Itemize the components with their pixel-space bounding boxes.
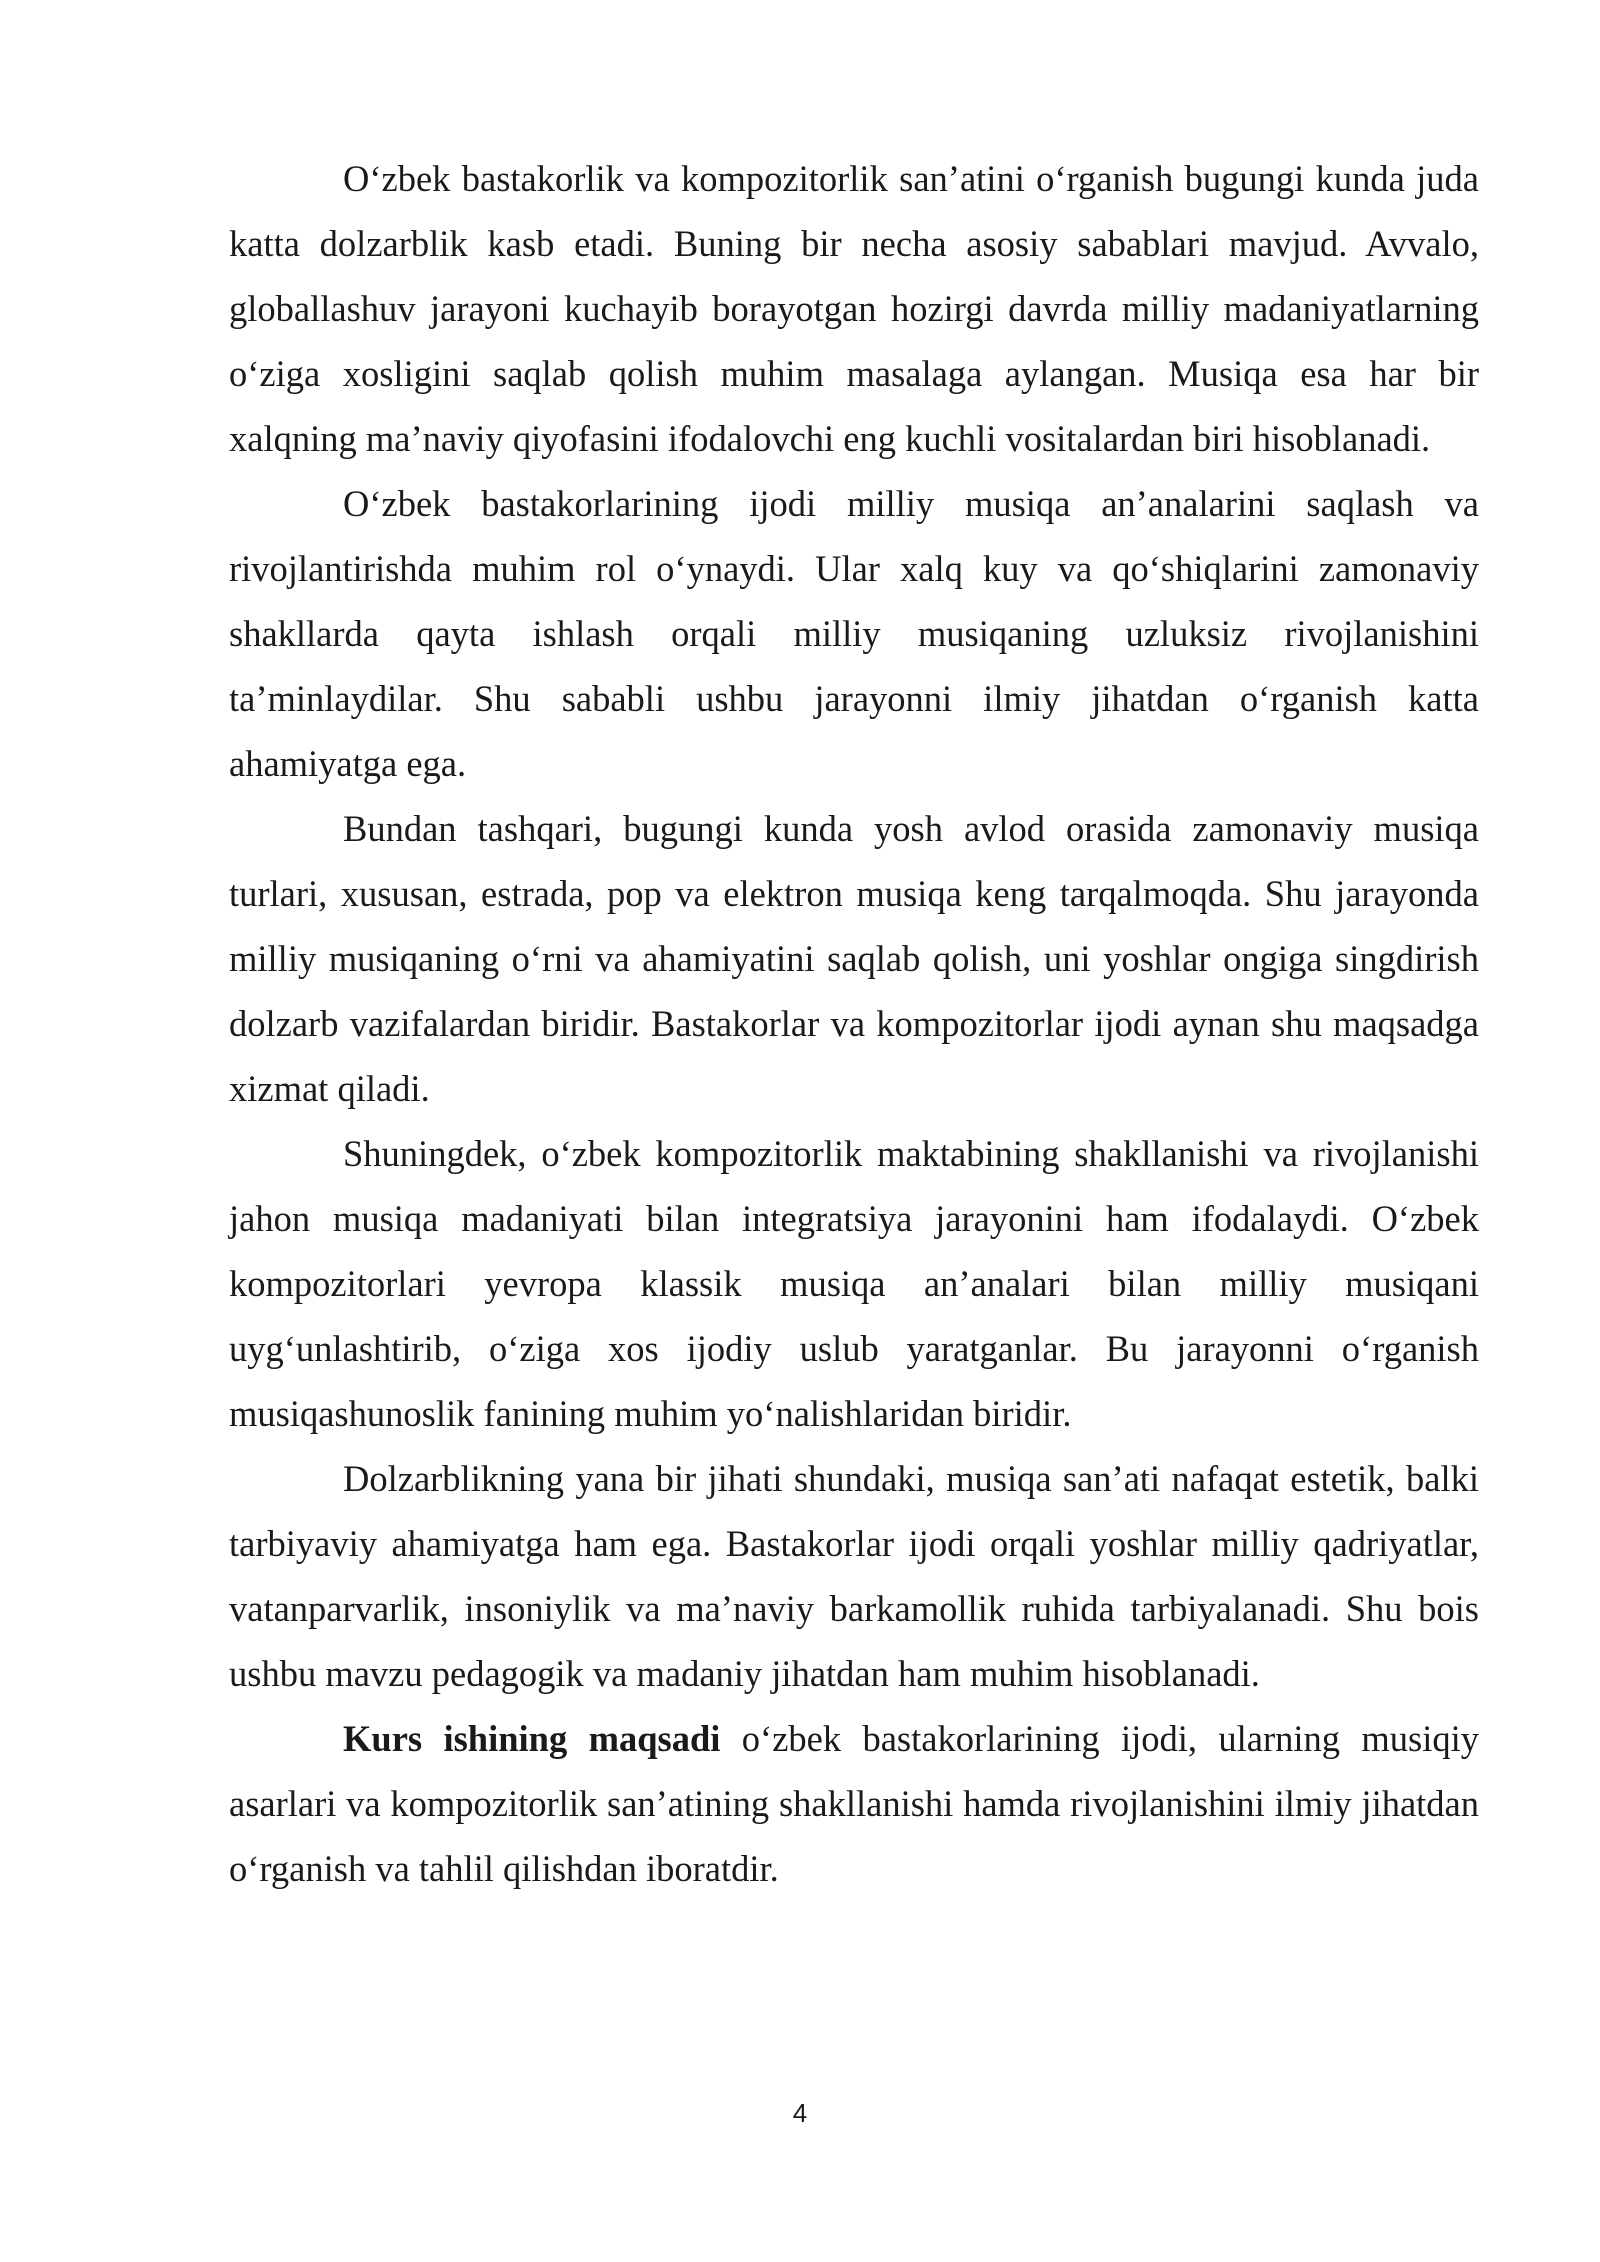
body-text [229,146,1479,1901]
goal-text: o‘zbek bastakorlarining ijodi, ularning musiqiy asarlari va kompozitorlik san’atining shakllanishi hamda rivojlanishini ilmiy jihatdan o‘rganish va tahlil qilishdan iboratdir. [229,1718,1479,1889]
paragraph-6 [229,1706,1479,1901]
page-number: 4 [792,2098,808,2128]
paragraph-3: Bundan tashqari, bugungi kunda yosh avlod orasida zamonaviy musiqa turlari, xususan, estrada, pop va elektron musiqa keng tarqalmoqda. Shu jarayonda milliy musiqaning o‘rni va ahamiyatini saqlab qolish, uni yoshlar ongiga singdirish dolzarb vazifalardan biridir. Bastakorlar va kompozitorlar ijodi aynan shu maqsadga xizmat qiladi. [229,808,1479,1109]
paragraph-2: O‘zbek bastakorlarining ijodi milliy musiqa an’analarini saqlash va rivojlantirishda muhim rol o‘ynaydi. Ular xalq kuy va qo‘shiqlarini zamonaviy shakllarda qayta ishlash orqali milliy musiqaning uzluksiz rivojlanishini ta’minlaydilar. Shu sababli ushbu jarayonni ilmiy jihatdan o‘rganish katta ahamiyatga ega. [229,483,1479,784]
goal-heading: Kurs ishining maqsadi [343,1718,721,1759]
paragraph-4: Shuningdek, o‘zbek kompozitorlik maktabining shakllanishi va rivojlanishi jahon musiqa madaniyati bilan integratsiya jarayonini ham ifodalaydi. O‘zbek kompozitorlari yevropa klassik musiqa an’analari bilan milliy musiqani uyg‘unlashtirib, o‘ziga xos ijodiy uslub yaratganlar. Bu jarayonni o‘rganish musiqashunoslik fanining muhim yo‘nalishlaridan biridir. [229,1133,1479,1434]
paragraph-5: Dolzarblikning yana bir jihati shundaki, musiqa san’ati nafaqat estetik, balki tarbiyaviy ahamiyatga ham ega. Bastakorlar ijodi orqali yoshlar milliy qadriyatlar, vatanparvarlik, insoniylik va ma’naviy barkamollik ruhida tarbiyalanadi. Shu bois ushbu mavzu pedagogik va madaniy jihatdan ham muhim hisoblanadi. [229,1458,1479,1694]
paragraph-1: O‘zbek bastakorlik va kompozitorlik san’atini o‘rganish bugungi kunda juda katta dolzarblik kasb etadi. Buning bir necha asosiy sabablari mavjud. Avvalo, globallashuv jarayoni kuchayib borayotgan hozirgi davrda milliy madaniyatlarning o‘ziga xosligini saqlab qolish muhim masalaga aylangan. Musiqa esa har bir xalqning ma’naviy qiyofasini ifodalovchi eng kuchli vositalardan biri hisoblanadi. [229,158,1479,459]
